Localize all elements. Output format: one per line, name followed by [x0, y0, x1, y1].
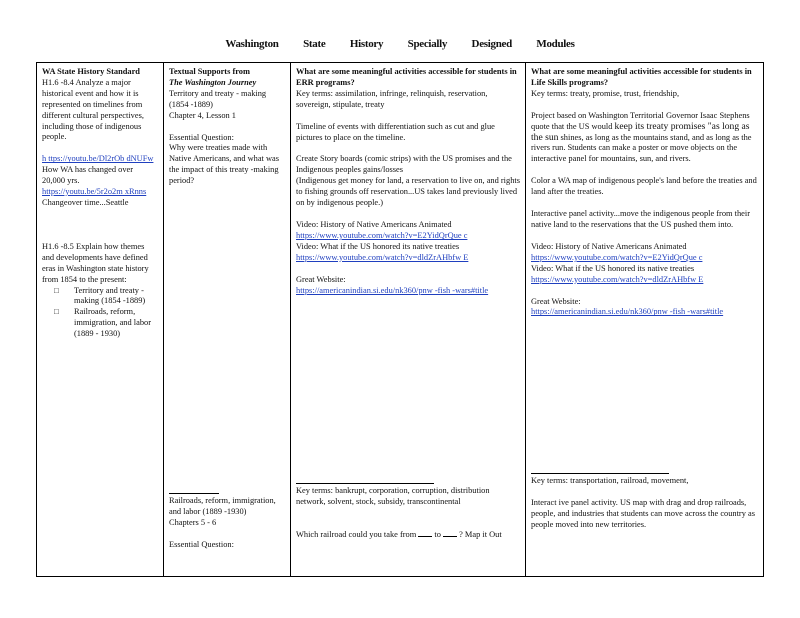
column-textual-supports [164, 63, 291, 576]
bullet-text: Railroads, reform, immigration, and labor (1889 - 1930) [74, 307, 151, 339]
activity-text: (Indigenous get money for land, a reservation to live on, and rights to fishing grounds off reservation...US takes land previously lived on by indigenous people.) [296, 176, 520, 208]
activity-text: Create Story boards (comic strips) with the US promises and the Indigenous peoples gains/losses [296, 154, 512, 175]
blank-line [443, 536, 457, 537]
checkbox-bullet-icon: □ [54, 307, 59, 317]
column-standards [37, 63, 164, 576]
video-label: Video: What if the US honored its native treaties [531, 263, 695, 273]
modules-table [36, 62, 764, 577]
website-link[interactable]: https://americanindian.si.edu/nk360/pnw -fish -wars#title [531, 307, 724, 317]
page-title: Washington State History Specially Designed Modules [225, 38, 575, 50]
bullet-text: Territory and treaty -making (1854 -1889) [74, 285, 146, 306]
section-two [531, 473, 757, 531]
column-header: Textual Supports from [169, 67, 250, 76]
standard-text: H1.6 -8.4 Analyze a major historical event and how it is represented on timelines from different cultural perspectives, including those of indigenous people. [42, 77, 144, 142]
video-link[interactable]: h ttps://youtu.be/Dl2rOb dNUFw [42, 154, 154, 164]
divider [169, 493, 219, 494]
question-mid: to [434, 529, 441, 539]
section-two [169, 493, 285, 551]
essential-question-label: Essential Question: [169, 539, 234, 549]
section-two [296, 483, 520, 541]
question-text: How WA has changed over 20,000 yrs. [42, 165, 134, 186]
video-link[interactable]: https://www.youtube.com/watch?v=E2YidQrQue c [531, 252, 703, 262]
activity-text: Timeline of events with differentiation such as cut and glue pictures to place on the timeline. [296, 121, 495, 142]
activity-text [531, 111, 758, 166]
quote-text: keep its treaty promises "as long as the sun [531, 120, 750, 143]
key-terms: Key terms: assimilation, infringe, relinquish, reservation, sovereign, stipulate, treaty [296, 88, 488, 109]
video-link[interactable]: https://youtu.be/5r2o2m xRnns [42, 187, 147, 197]
activity-text [296, 530, 520, 541]
standard-text: H1.6 -8.5 Explain how themes and developments have defined eras in Washington state history from 1854 to the present: [42, 241, 149, 284]
chapter-text: Chapters 5 - 6 [169, 517, 217, 527]
blank-line [418, 536, 432, 537]
column-header: What are some meaningful activities accessible for students in Life Skills programs? [531, 67, 752, 87]
column-err-activities [291, 63, 526, 576]
activity-text: Interactive panel activity...move the indigenous people from their native land to the reservations that the US pushed them into. [531, 209, 750, 229]
activity-text: Interact ive panel activity. US map with drag and drop railroads, people, and industries that students can move across the country as people moved into new territories. [531, 497, 755, 529]
video-link[interactable]: https://www.youtube.com/watch?v=dldZrAHbfw E [296, 252, 469, 262]
website-label: Great Website: [296, 274, 346, 284]
checkbox-bullet-icon: □ [54, 285, 59, 295]
question-start: Which railroad could you take from [296, 529, 417, 539]
essential-question-label: Essential Question: [169, 132, 234, 142]
essential-question: Why were treaties made with Native Americans, and what was the impact of this treaty -making period? [169, 143, 280, 186]
video-label: Video: What if the US honored its native treaties [296, 241, 460, 251]
website-label: Great Website: [531, 296, 581, 306]
chapter-text: Chapter 4, Lesson 1 [169, 110, 236, 120]
video-label: Video: History of Native Americans Animated [531, 241, 687, 251]
video-label: Video: History of Native Americans Animated [296, 219, 452, 229]
key-terms: Key terms: bankrupt, corporation, corruption, distribution network, solvent, stock, subsidy, transcontinental [296, 486, 490, 506]
book-title: The Washington Journey [169, 77, 257, 87]
column-header: WA State History Standard [42, 67, 140, 76]
question-end: ? Map it Out [459, 529, 502, 539]
video-link[interactable]: https://www.youtube.com/watch?v=dldZrAHbfw E [531, 274, 704, 284]
column-header: What are some meaningful activities accessible for students in ERR programs? [296, 67, 517, 87]
divider [531, 473, 669, 474]
support-text: Territory and treaty - making (1854 -1889) [169, 88, 267, 109]
activity-text: Color a WA map of indigenous people's land before the treaties and land after the treaties. [531, 176, 757, 197]
website-link[interactable]: https://americanindian.si.edu/nk360/pnw -fish -wars#title [296, 285, 489, 295]
column-life-skills-activities [526, 63, 763, 576]
key-terms: Key terms: transportation, railroad, movement, [531, 476, 689, 485]
support-text: Railroads, reform, immigration, and labor (1889 -1930) [169, 496, 276, 516]
bullet-item [54, 307, 158, 340]
divider [296, 483, 434, 484]
video-link[interactable]: https://www.youtube.com/watch?v=E2YidQrQue c [296, 230, 468, 240]
project-text: Project based on Washington Territorial Governor Isaac Stephens quote that the US would [531, 110, 750, 131]
key-terms: Key terms: treaty, promise, trust, friendship, [531, 88, 680, 98]
question-text: Changeover time...Seattle [42, 197, 129, 207]
project-text: shines, as long as the mountains stand, and as long as the rivers run. Students can make a poster or move objects on the interactive panel for mountains, sun, and rivers. [531, 132, 752, 164]
bullet-item [54, 286, 158, 308]
